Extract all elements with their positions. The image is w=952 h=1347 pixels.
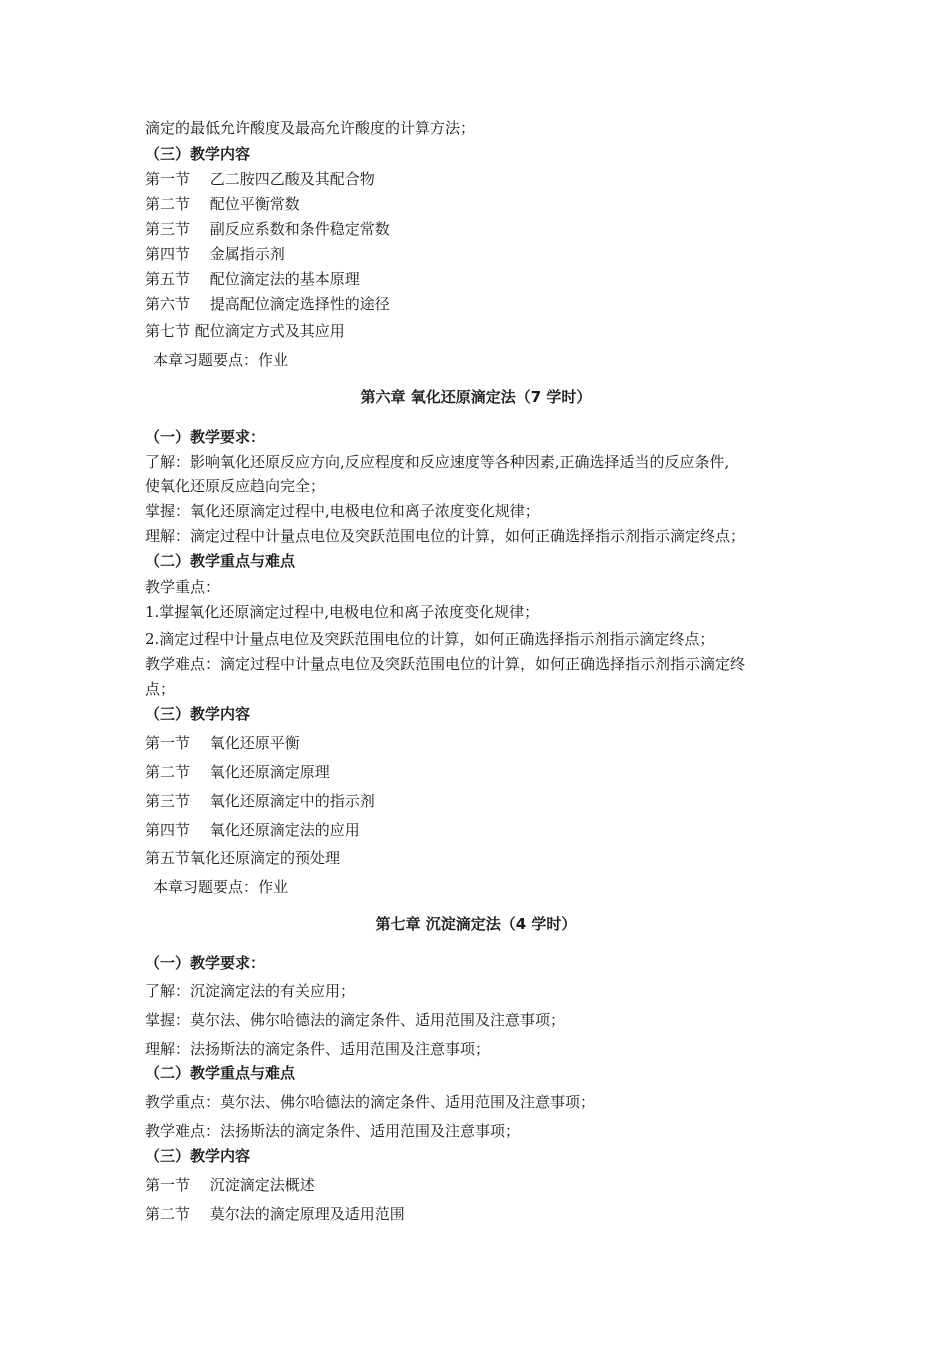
text-line: 教学重点： xyxy=(145,578,221,596)
list-item: 第二节 氧化还原滴定原理 xyxy=(145,763,330,781)
text-line: 2.滴定过程中计量点电位及突跃范围电位的计算，如何正确选择指示剂指示滴定终点； xyxy=(145,630,715,648)
chapter-title: 第七章 沉淀滴定法（4 学时） xyxy=(375,915,577,933)
text-line: 教学难点：法扬斯法的滴定条件、适用范围及注意事项； xyxy=(145,1122,521,1140)
list-item: 第五节 配位滴定法的基本原理 xyxy=(145,270,360,288)
list-item: 第六节 提高配位滴定选择性的途径 xyxy=(145,295,390,313)
list-item: 第三节 氧化还原滴定中的指示剂 xyxy=(145,792,375,810)
list-item: 第四节 金属指示剂 xyxy=(145,245,285,263)
list-item: 第三节 副反应系数和条件稳定常数 xyxy=(145,220,390,238)
section-heading: （三）教学内容 xyxy=(145,1147,251,1165)
section-heading: （三）教学内容 xyxy=(145,705,251,723)
text-line: 滴定的最低允许酸度及最高允许酸度的计算方法； xyxy=(145,119,476,137)
homework-note: 本章习题要点：作业 xyxy=(153,351,289,369)
list-item: 第一节 氧化还原平衡 xyxy=(145,734,300,752)
list-item: 第七节 配位滴定方式及其应用 xyxy=(145,322,345,340)
section-heading: （二）教学重点与难点 xyxy=(145,1064,296,1082)
homework-note: 本章习题要点：作业 xyxy=(153,878,289,896)
section-heading: （二）教学重点与难点 xyxy=(145,552,296,570)
text-line: 理解：法扬斯法的滴定条件、适用范围及注意事项； xyxy=(145,1040,491,1058)
text-line: 1.掌握氧化还原滴定过程中,电极电位和离子浓度变化规律； xyxy=(145,603,540,621)
text-line: 理解：滴定过程中计量点电位及突跃范围电位的计算，如何正确选择指示剂指示滴定终点； xyxy=(145,527,746,545)
section-heading: （一）教学要求： xyxy=(145,428,266,446)
list-item: 第一节 乙二胺四乙酸及其配合物 xyxy=(145,170,375,188)
text-line: 掌握：氧化还原滴定过程中,电极电位和离子浓度变化规律； xyxy=(145,502,540,520)
list-item: 第二节 配位平衡常数 xyxy=(145,195,300,213)
chapter-title: 第六章 氧化还原滴定法（7 学时） xyxy=(360,388,592,406)
text-line: 教学难点：滴定过程中计量点电位及突跃范围电位的计算，如何正确选择指示剂指示滴定终 xyxy=(145,655,746,673)
text-line: 教学重点：莫尔法、佛尔哈德法的滴定条件、适用范围及注意事项； xyxy=(145,1093,596,1111)
section-heading: （一）教学要求： xyxy=(145,954,266,972)
text-line: 使氧化还原反应趋向完全； xyxy=(145,477,326,495)
text-line: 了解：沉淀滴定法的有关应用； xyxy=(145,982,356,1000)
list-item: 第五节氧化还原滴定的预处理 xyxy=(145,849,341,867)
section-heading: （三）教学内容 xyxy=(145,145,251,163)
list-item: 第四节 氧化还原滴定法的应用 xyxy=(145,821,360,839)
text-line: 点； xyxy=(145,680,176,698)
text-line: 了解：影响氧化还原反应方向,反应程度和反应速度等各种因素,正确选择适当的反应条件, xyxy=(145,453,730,471)
text-line: 掌握：莫尔法、佛尔哈德法的滴定条件、适用范围及注意事项； xyxy=(145,1011,566,1029)
list-item: 第一节 沉淀滴定法概述 xyxy=(145,1176,315,1194)
list-item: 第二节 莫尔法的滴定原理及适用范围 xyxy=(145,1205,405,1223)
